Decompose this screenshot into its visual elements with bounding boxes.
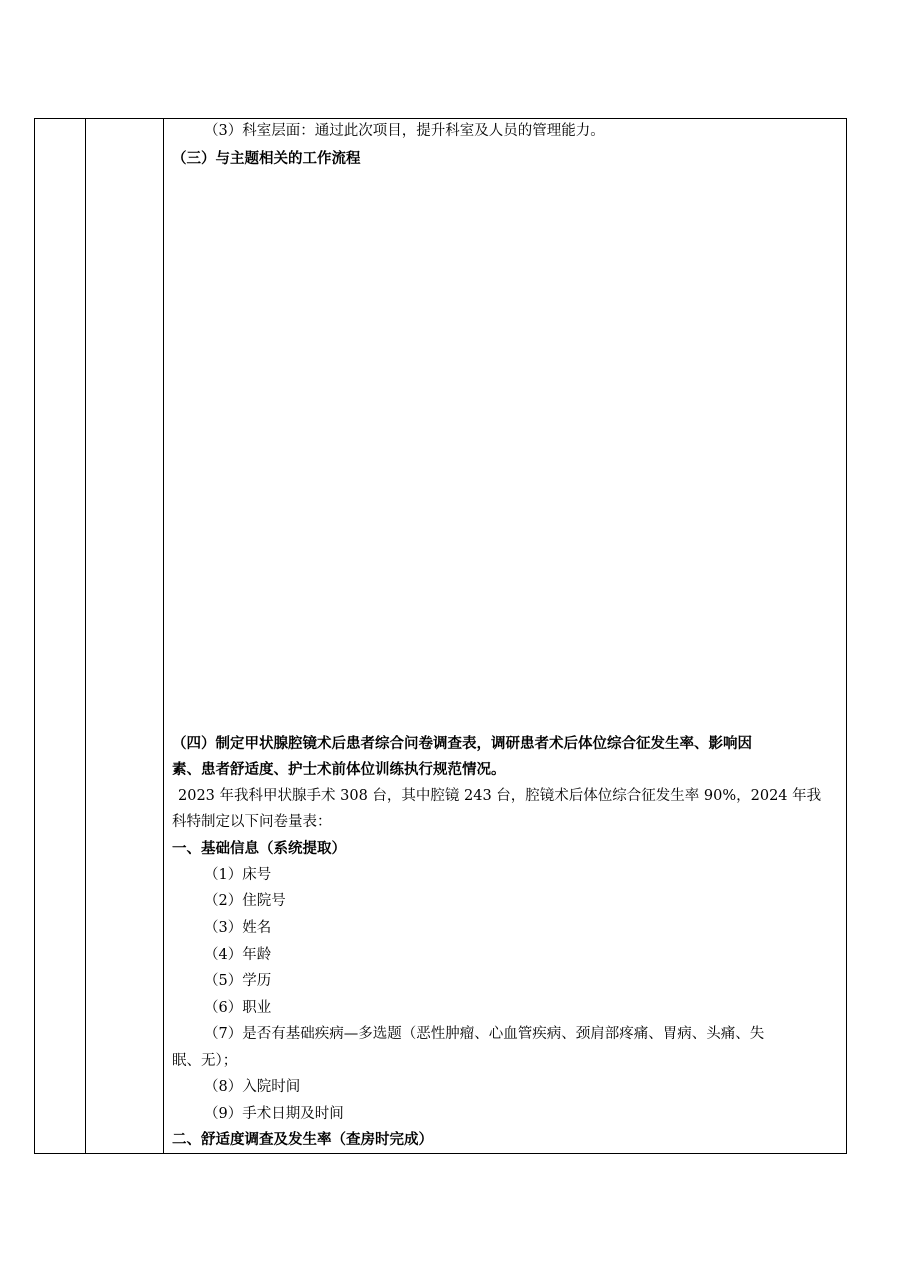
form-table xyxy=(34,118,847,1154)
questionnaire-heading-line1: （四）制定甲状腺腔镜术后患者综合问卷调查表，调研患者术后体位综合征发生率、影响因 xyxy=(172,735,752,752)
workflow-blank-area xyxy=(172,175,838,725)
table-column-content xyxy=(164,119,846,1153)
list-item: （1）床号 xyxy=(204,867,272,883)
list-item: （2）住院号 xyxy=(204,893,286,909)
basic-info-heading: 一、基础信息（系统提取） xyxy=(172,840,346,857)
dept-level-text: （3）科室层面：通过此次项目，提升科室及人员的管理能力。 xyxy=(204,123,605,139)
statistics-paragraph-line2: 科特制定以下问卷量表： xyxy=(172,814,332,830)
statistics-paragraph-line1: 2023 年我科甲状腺手术 308 台，其中腔镜 243 台，腔镜术后体位综合征发生率 90%，2024 年我 xyxy=(178,788,822,804)
questionnaire-heading-line2: 素、患者舒适度、护士术前体位训练执行规范情况。 xyxy=(172,761,506,778)
list-item: （5）学历 xyxy=(204,973,272,989)
workflow-heading: （三）与主题相关的工作流程 xyxy=(172,150,361,167)
comfort-survey-heading: 二、舒适度调查及发生率（查房时完成） xyxy=(172,1131,433,1148)
list-item: （9）手术日期及时间 xyxy=(204,1106,344,1122)
list-item: （3）姓名 xyxy=(204,920,272,936)
list-item: （7）是否有基础疾病—多选题（恶性肿瘤、心血管疾病、颈肩部疼痛、胃病、头痛、失 xyxy=(204,1026,765,1042)
table-column-category xyxy=(86,119,164,1153)
table-column-index xyxy=(35,119,86,1153)
list-item-continuation: 眠、无）； xyxy=(172,1053,238,1069)
list-item: （8）入院时间 xyxy=(204,1079,301,1095)
list-item: （6）职业 xyxy=(204,1000,272,1016)
list-item: （4）年龄 xyxy=(204,947,272,963)
